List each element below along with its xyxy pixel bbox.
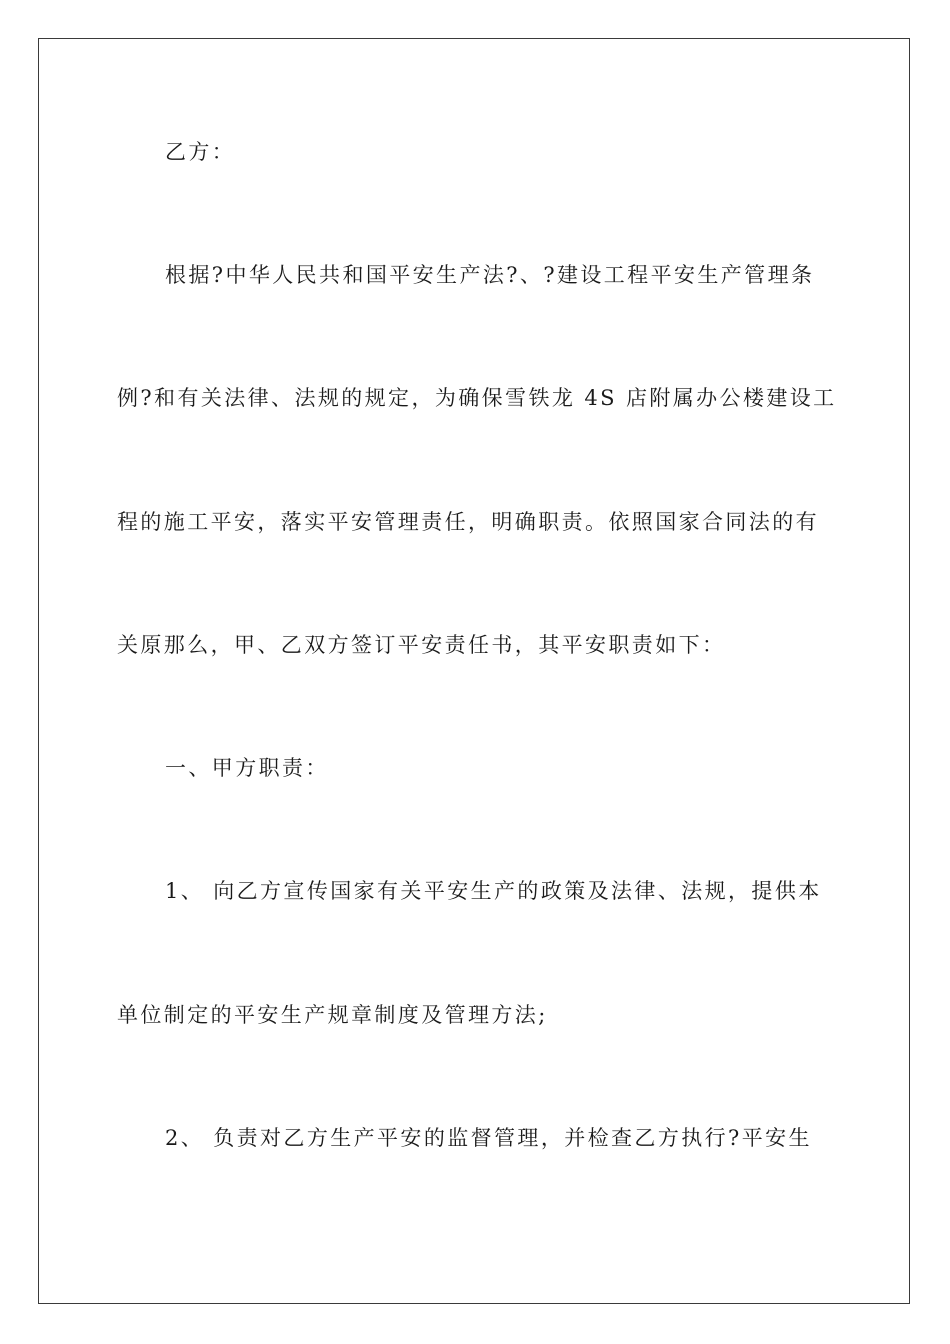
list-item-1-continuation: 单位制定的平安生产规章制度及管理方法;	[117, 1003, 548, 1027]
list-item-1: 1、 向乙方宣传国家有关平安生产的政策及法律、法规，提供本	[165, 879, 822, 903]
paragraph-line: 关原那么，甲、乙双方签订平安责任书，其平安职责如下：	[117, 633, 726, 657]
paragraph-line: 程的施工平安，落实平安管理责任，明确职责。依照国家合同法的有	[117, 510, 819, 534]
paragraph-line: 例?和有关法律、法规的规定，为确保雪铁龙 4S 店附属办公楼建设工	[117, 386, 837, 410]
page-border	[38, 38, 910, 1304]
section-heading: 一、甲方职责：	[165, 756, 329, 780]
party-b-label: 乙方：	[165, 140, 236, 164]
paragraph-line: 根据?中华人民共和国平安生产法?、?建设工程平安生产管理条	[165, 263, 815, 287]
list-item-2: 2、 负责对乙方生产平安的监督管理，并检查乙方执行?平安生	[165, 1126, 812, 1150]
